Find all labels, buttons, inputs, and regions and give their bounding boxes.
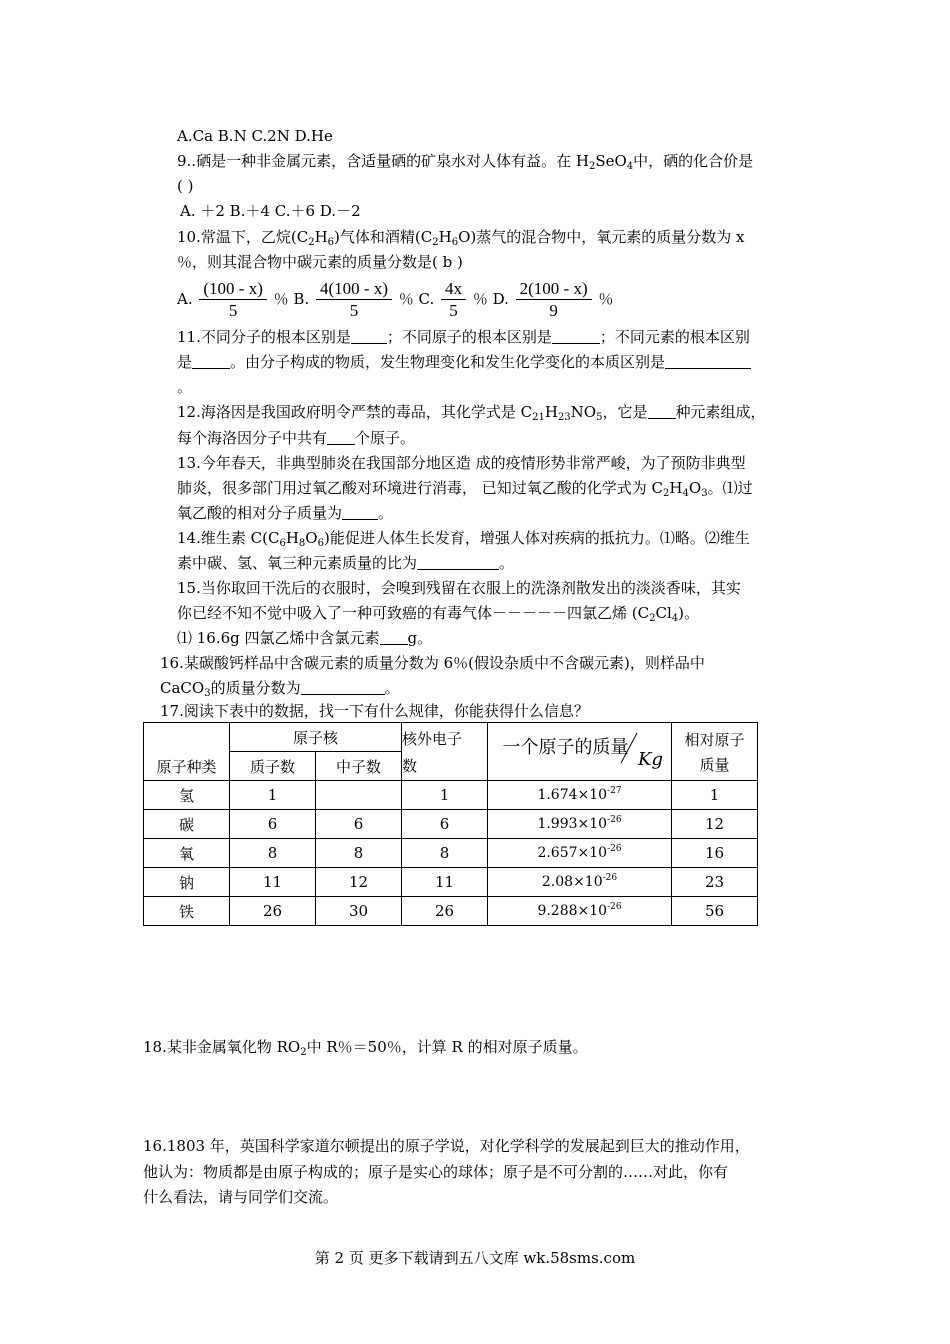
table-row: [144, 839, 758, 868]
cell-electrons: 1: [402, 781, 488, 810]
cell-neutrons: [316, 781, 402, 810]
q19-line2: 他认为：物质都是由原子构成的；原子是实心的球体；原子是不可分割的……对此，你有: [143, 1163, 729, 1181]
q11-line2: 是 。由分子构成的物质，发生物理变化和发生化学变化的本质区别是: [177, 352, 751, 372]
q11-blank-3[interactable]: [192, 354, 230, 369]
q11-line3: 。: [177, 378, 193, 396]
cell-atom-name: 碳: [144, 810, 230, 839]
cell-neutrons: 8: [316, 839, 402, 868]
cell-neutrons: 12: [316, 868, 402, 897]
q15-blank[interactable]: [380, 630, 408, 645]
cell-protons: 6: [230, 810, 316, 839]
cell-atom-name: 钠: [144, 868, 230, 897]
cell-atom-name: 铁: [144, 897, 230, 926]
q12-blank-1[interactable]: [648, 404, 676, 419]
q13-line2: 肺炎，很多部门用过氧乙酸对环境进行消毒， 已知过氧乙酸的化学式为 $C_2H_4O_3$。⑴过: [177, 479, 753, 499]
q11-blank-2[interactable]: [552, 329, 600, 344]
header-nucleus: 原子核: [230, 723, 402, 752]
cell-atom-name: 氢: [144, 781, 230, 810]
cell-protons: 8: [230, 839, 316, 868]
header-atom-type: 原子种类: [144, 723, 230, 781]
cell-mass: $1.993\times 10^{-26}$: [488, 810, 672, 839]
mass-unit: Kg: [638, 749, 663, 770]
q14-line2: 素中碳、氢、氧三种元素质量的比为 。: [177, 554, 515, 572]
q12-line2: 每个海洛因分子中共有 个原子。: [177, 429, 416, 447]
cell-mass: $2.657\times 10^{-26}$: [488, 839, 672, 868]
cell-relative-mass: 23: [672, 868, 758, 897]
q16-line2: CaCO$_3$的质量分数为 。: [160, 679, 400, 699]
q9-line2: ( ): [177, 177, 194, 195]
header-protons: 质子数: [230, 752, 316, 781]
q12-blank-2[interactable]: [327, 430, 355, 445]
q11-blank-1[interactable]: [351, 329, 387, 344]
cell-electrons: 6: [402, 810, 488, 839]
q19-line3: 什么看法，请与同学们交流。: [143, 1188, 339, 1206]
cell-protons: 11: [230, 868, 316, 897]
fraction-c: $\frac{4x}{5}$: [441, 279, 466, 322]
q18-line: 18.某非金属氧化物 $RO_2$中 R％＝50％，计算 R 的相对原子质量。: [143, 1038, 588, 1058]
q15-line3: ⑴ 16.6g 四氯乙烯中含氯元素 g。: [177, 629, 433, 647]
q8-options: A.Ca B.N C.2N D.He: [177, 127, 333, 145]
table-row: [144, 897, 758, 926]
fraction-b: $\frac{4(100 - x)}{5}$: [316, 279, 392, 322]
table-row: [144, 781, 758, 810]
cell-relative-mass: 1: [672, 781, 758, 810]
q11-blank-4[interactable]: [665, 354, 751, 369]
atom-data-table: [143, 722, 758, 926]
q16-line1: 16.某碳酸钙样品中含碳元素的质量分数为 6％(假设杂质中不含碳元素)，则样品中: [160, 654, 705, 672]
q15-line2: 你已经不知不觉中吸入了一种可致癌的有毒气体－－－－－四氯乙烯 $(C_2Cl_4)$。: [177, 604, 699, 624]
q13-blank[interactable]: [342, 505, 378, 520]
cell-mass: $1.674\times 10^{-27}$: [488, 781, 672, 810]
q19-line1: 16.1803 年，英国科学家道尔顿提出的原子学说，对化学科学的发展起到巨大的推动作用，: [143, 1137, 750, 1155]
cell-mass: $2.08\times 10^{-26}$: [488, 868, 672, 897]
cell-relative-mass: 56: [672, 897, 758, 926]
q10-line1: 10.常温下，乙烷$(C_2H_6)$气体和酒精$(C_2H_6O)$蒸气的混合物中，氧元素的质量分数为 x: [177, 228, 745, 248]
fraction-d: $\frac{2(100 - x)}{9}$: [516, 279, 592, 322]
table-row: [144, 868, 758, 897]
q13-line3: 氧乙酸的相对分子质量为 。: [177, 504, 394, 522]
cell-mass: $9.288\times 10^{-26}$: [488, 897, 672, 926]
q14-blank[interactable]: [417, 555, 499, 570]
q9-options: A. ＋2 B.＋4 C.＋6 D.－2: [180, 202, 361, 220]
cell-atom-name: 氧: [144, 839, 230, 868]
cell-relative-mass: 16: [672, 839, 758, 868]
q13-line1: 13.今年春天，非典型肺炎在我国部分地区造 成的疫情形势非常严峻，为了预防非典型: [177, 454, 746, 472]
q16-blank[interactable]: [301, 680, 385, 695]
fraction-a: $\frac{(100 - x)}{5}$: [199, 279, 266, 322]
cell-neutrons: 6: [316, 810, 402, 839]
cell-relative-mass: 12: [672, 810, 758, 839]
slash-divider: [619, 731, 639, 765]
cell-electrons: 8: [402, 839, 488, 868]
q12-line1: 12.海洛因是我国政府明令严禁的毒品，其化学式是 $C_{21}H_{23}NO_5$，它是 种元素组成，: [177, 403, 766, 423]
cell-protons: 26: [230, 897, 316, 926]
cell-electrons: 11: [402, 868, 488, 897]
page-footer: 第 2 页 更多下载请到五八文库 wk.58sms.com: [314, 1249, 636, 1267]
q15-line1: 15.当你取回干洗后的衣服时，会嗅到残留在衣服上的洗涤剂散发出的淡淡香味，其实: [177, 579, 741, 597]
q9-line1: 9..硒是一种非金属元素，含适量硒的矿泉水对人体有益。在 $H_2SeO_4$中，硒的化合价是: [177, 152, 754, 172]
q10-options: A. $\frac{(100 - x)}{5}$ ％ B. $\frac{4(100 - x)}{5}$ ％ C. $\frac{4x}{5}$ ％ D. $\frac{2(100 - x)}{9}$ ％: [177, 278, 614, 320]
q11-line1: 11.不同分子的根本区别是 ；不同原子的根本区别是 ；不同元素的根本区别: [177, 328, 750, 346]
header-relative-mass: 相对原子 质量: [672, 723, 758, 781]
header-electrons: 核外电子 数: [402, 723, 488, 781]
cell-neutrons: 30: [316, 897, 402, 926]
cell-electrons: 26: [402, 897, 488, 926]
q17-title: 17.阅读下表中的数据，找一下有什么规律，你能获得什么信息？: [160, 702, 589, 720]
q10-line2: ％，则其混合物中碳元素的质量分数是( b ): [177, 253, 463, 271]
table-row: [144, 810, 758, 839]
q14-line1: 14.维生素 $C(C_6H_8O_6)$能促进人体生长发育，增强人体对疾病的抵抗力。⑴略。⑵维生: [177, 529, 750, 549]
cell-protons: 1: [230, 781, 316, 810]
header-atom-mass: 一个原子的质量 Kg: [488, 723, 672, 781]
header-neutrons: 中子数: [316, 752, 402, 781]
